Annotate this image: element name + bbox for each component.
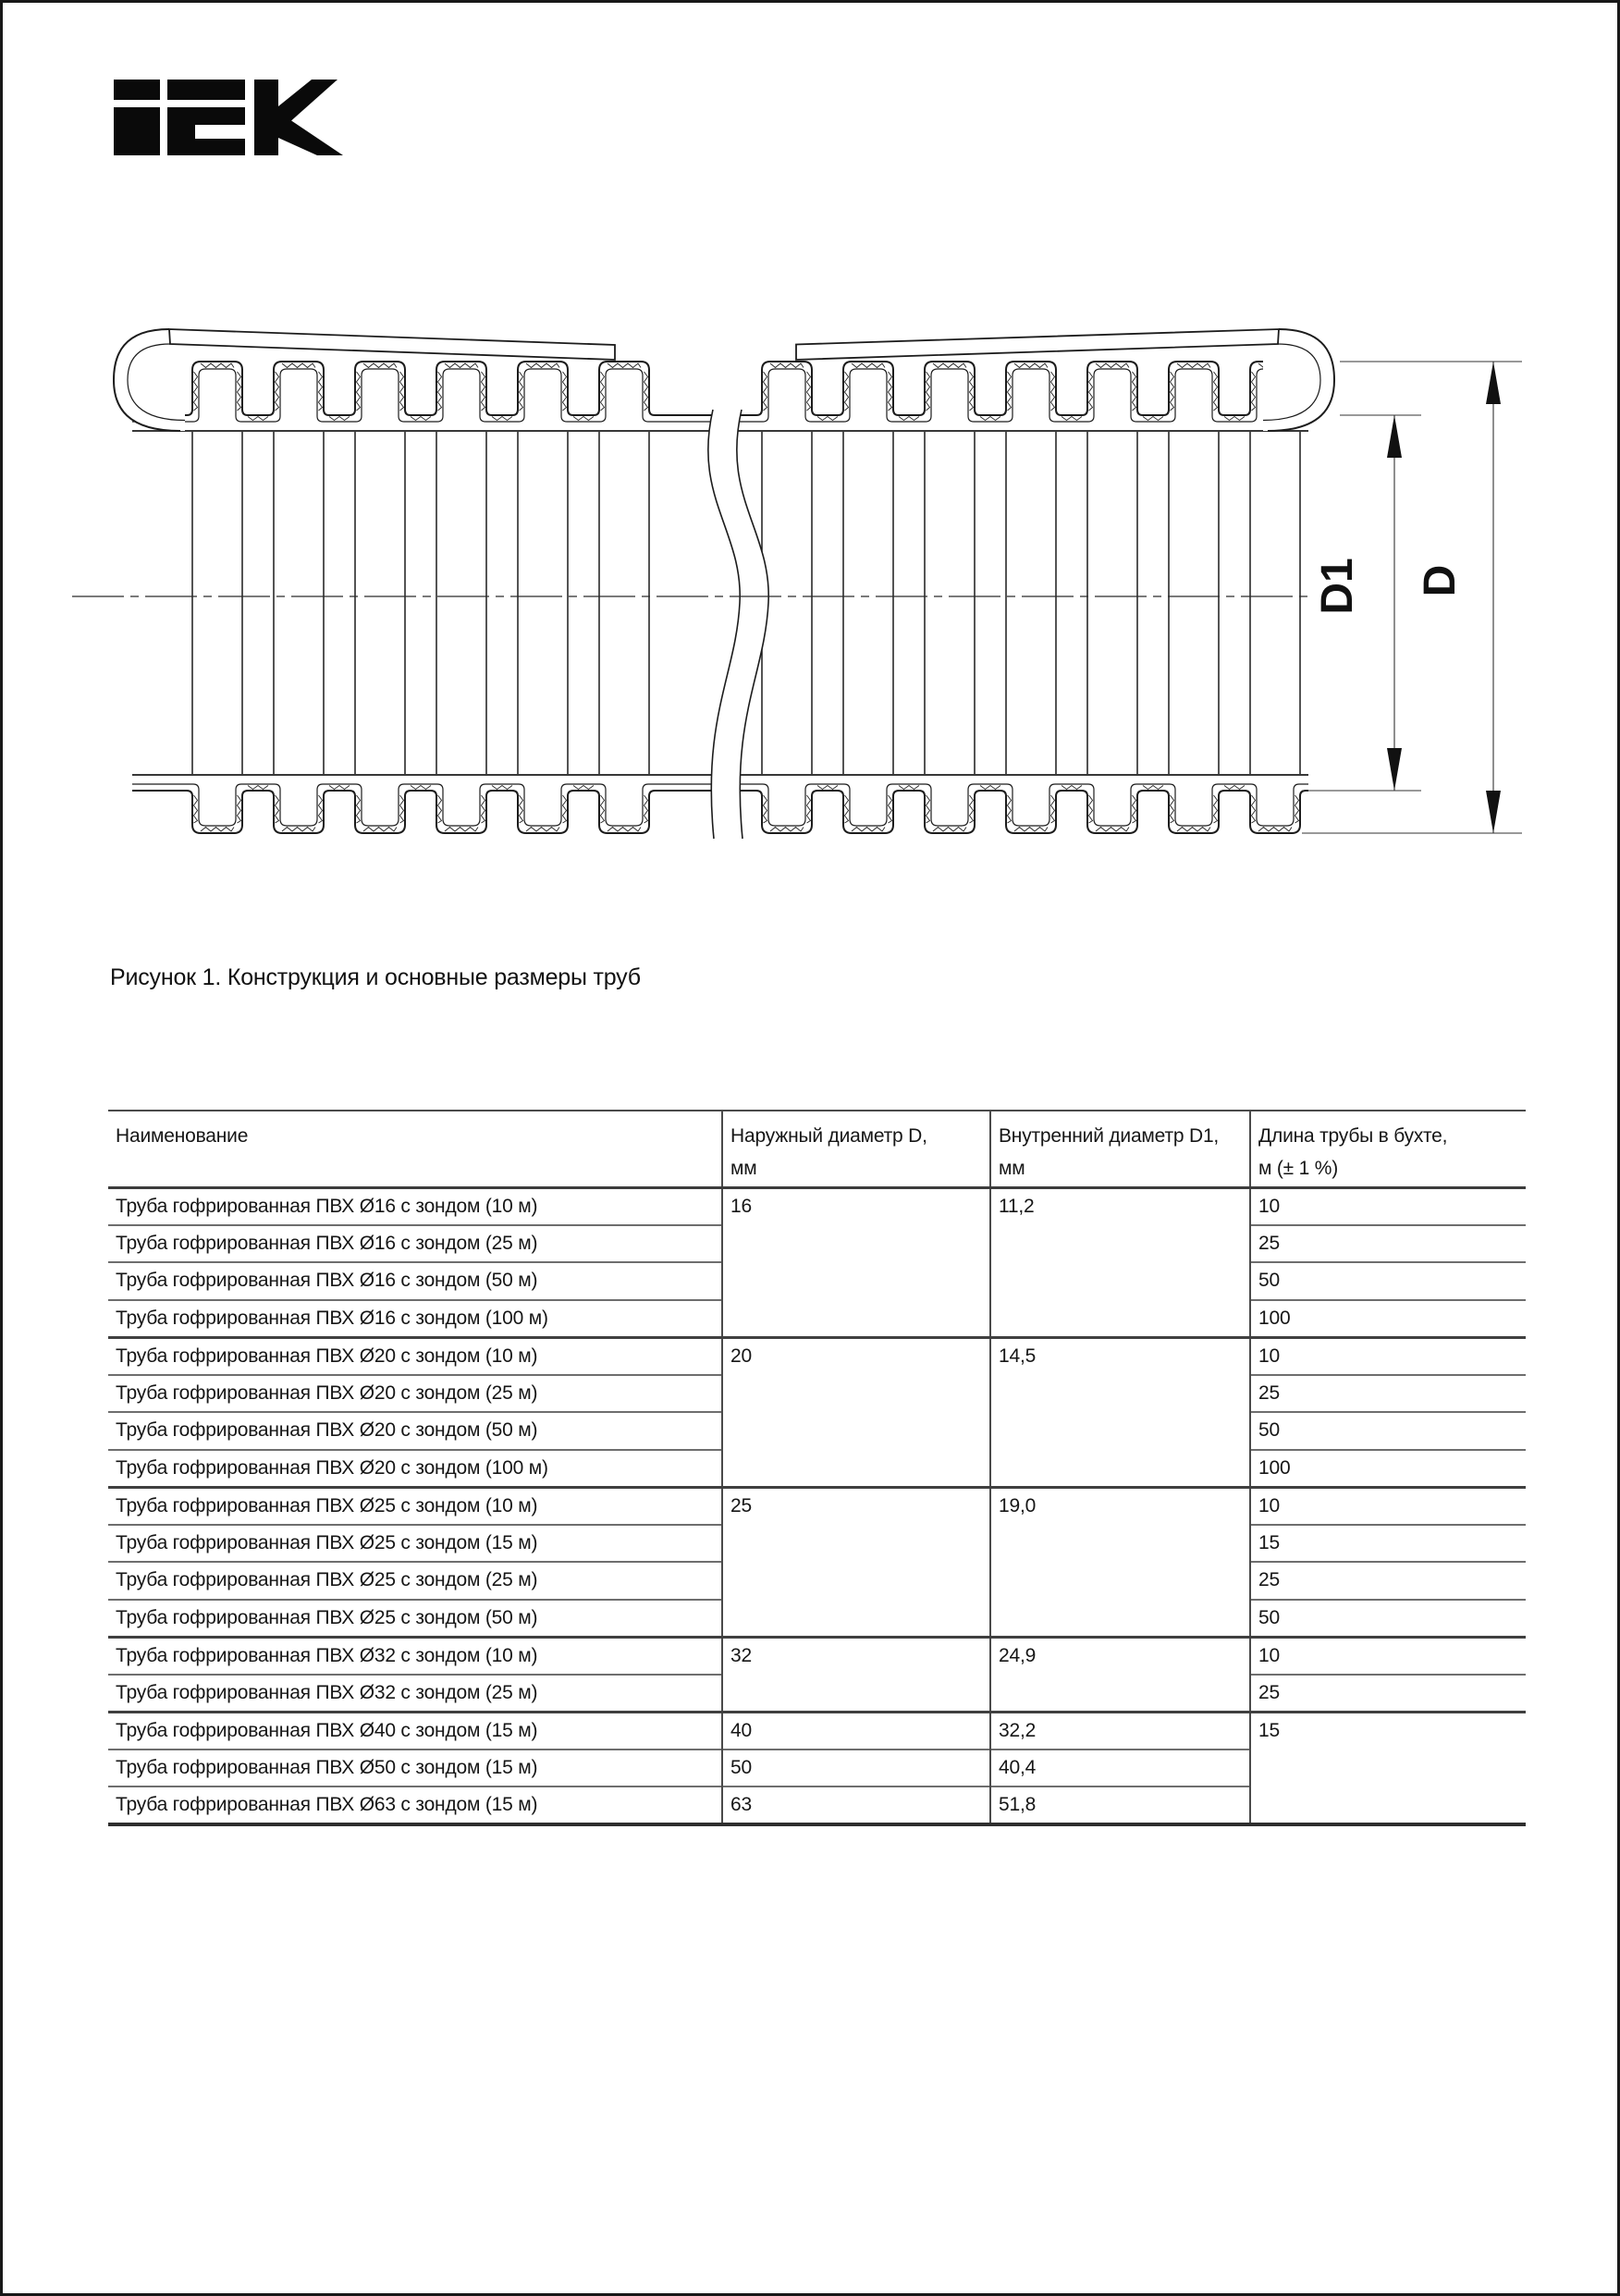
logo-i-dot: [114, 80, 160, 100]
hatch-top-trough: [411, 417, 431, 421]
hatch-top-trough: [899, 417, 919, 421]
right-wall-strip: [796, 329, 1279, 360]
header-coil-length-line2: м (± 1 %): [1258, 1158, 1339, 1179]
hatch-bottom-wall: [276, 795, 279, 823]
inner-diameter-cell: 51,8: [990, 1786, 1250, 1824]
left-wall-strip: [169, 329, 615, 360]
inner-diameter-cell: 24,9: [990, 1637, 1250, 1712]
hatch-top-wall: [400, 372, 404, 411]
hatch-top-wall: [1171, 372, 1174, 411]
product-name-cell: Труба гофрированная ПВХ Ø20 с зондом (25 м): [108, 1375, 722, 1413]
hatch-top-trough: [817, 417, 838, 421]
corrugated-pipe-section: [72, 329, 1334, 841]
hatch-bottom-wall: [1133, 795, 1136, 823]
hatch-top-wall: [276, 372, 279, 411]
hatch-bottom-wall: [601, 795, 605, 823]
hatch-bottom-crest: [1177, 828, 1210, 832]
coil-length-cell: 50: [1250, 1600, 1526, 1638]
product-name-cell: Труба гофрированная ПВХ Ø16 с зондом (50 м): [108, 1262, 722, 1300]
hatch-bottom-wall: [889, 795, 892, 823]
hatch-bottom-wall: [563, 795, 567, 823]
hatch-bottom-wall: [520, 795, 523, 823]
pipe-spec-table: [108, 1110, 1526, 1826]
hatch-bottom-trough: [248, 786, 268, 790]
header-outer-diameter-line1: Наружный диаметр D,: [730, 1125, 927, 1147]
product-name-cell: Труба гофрированная ПВХ Ø32 с зондом (25 м): [108, 1675, 722, 1713]
hatch-bottom-wall: [238, 795, 241, 823]
hatch-top-crest: [201, 363, 234, 368]
header-outer-diameter-line2: мм: [730, 1158, 757, 1179]
coil-length-cell: 15: [1250, 1525, 1526, 1563]
header-name: [108, 1111, 722, 1187]
product-name-cell: Труба гофрированная ПВХ Ø32 с зондом (10 м): [108, 1637, 722, 1675]
hatch-bottom-wall: [927, 795, 930, 823]
hatch-top-wall: [889, 372, 892, 411]
hatch-bottom-trough: [899, 786, 919, 790]
coil-length-cell: 15: [1250, 1712, 1526, 1824]
product-name-cell: Труба гофрированная ПВХ Ø16 с зондом (10 м): [108, 1187, 722, 1225]
dim-arrowhead: [1387, 748, 1402, 791]
table-header: [108, 1111, 1526, 1187]
coil-length-cell: 50: [1250, 1262, 1526, 1300]
iek-logo: [114, 80, 343, 155]
hatch-top-wall: [1008, 372, 1012, 411]
hatch-bottom-wall: [319, 795, 323, 823]
hatch-bottom-wall: [970, 795, 974, 823]
hatch-bottom-crest: [1258, 828, 1292, 832]
coil-length-cell: 10: [1250, 1637, 1526, 1675]
hatch-top-wall: [1051, 372, 1055, 411]
hatch-bottom-wall: [1214, 795, 1218, 823]
hatch-top-crest: [1014, 363, 1048, 368]
coil-length-cell: 100: [1250, 1300, 1526, 1338]
header-inner-diameter-line2: мм: [999, 1158, 1025, 1179]
hatch-bottom-wall: [764, 795, 767, 823]
table-header-row: [108, 1111, 1526, 1187]
hatch-top-trough: [573, 417, 594, 421]
hatch-bottom-trough: [329, 786, 350, 790]
outer-diameter-cell: 32: [722, 1637, 990, 1712]
hatch-top-crest: [282, 363, 315, 368]
coil-length-cell: 25: [1250, 1375, 1526, 1413]
hatch-top-trough: [1062, 417, 1082, 421]
inner-diameter-dim-label: D1: [1313, 558, 1362, 615]
outer-diameter-cell: 16: [722, 1187, 990, 1337]
product-name-cell: Труба гофрированная ПВХ Ø16 с зондом (25 м): [108, 1225, 722, 1263]
hatch-bottom-crest: [445, 828, 478, 832]
product-name-cell: Труба гофрированная ПВХ Ø25 с зондом (25 м): [108, 1562, 722, 1600]
hatch-bottom-trough: [573, 786, 594, 790]
hatch-bottom-wall: [644, 795, 648, 823]
table-row: [108, 1637, 1526, 1675]
product-name-cell: Труба гофрированная ПВХ Ø63 с зондом (15 м): [108, 1786, 722, 1824]
outer-diameter-cell: 63: [722, 1786, 990, 1824]
hatch-bottom-wall: [807, 795, 811, 823]
coil-length-cell: 50: [1250, 1412, 1526, 1450]
hatch-bottom-trough: [492, 786, 512, 790]
hatch-bottom-wall: [357, 795, 361, 823]
inner-diameter-cell: 32,2: [990, 1712, 1250, 1750]
product-name-cell: Труба гофрированная ПВХ Ø50 с зондом (15 м): [108, 1750, 722, 1787]
hatch-top-wall: [520, 372, 523, 411]
table-row: [108, 1187, 1526, 1225]
hatch-bottom-wall: [194, 795, 198, 823]
logo-k-lower-arm: [278, 112, 343, 155]
hatch-top-crest: [1096, 363, 1129, 368]
inner-diameter-cell: 11,2: [990, 1187, 1250, 1337]
hatch-bottom-wall: [438, 795, 442, 823]
coil-length-cell: 10: [1250, 1187, 1526, 1225]
hatch-top-wall: [194, 372, 198, 411]
product-name-cell: Труба гофрированная ПВХ Ø16 с зондом (100 м): [108, 1300, 722, 1338]
hatch-bottom-crest: [282, 828, 315, 832]
inner-diameter-cell: 19,0: [990, 1487, 1250, 1637]
hatch-bottom-wall: [845, 795, 849, 823]
hatch-bottom-wall: [482, 795, 485, 823]
hatch-top-trough: [492, 417, 512, 421]
hatch-bottom-crest: [608, 828, 641, 832]
table-row: [108, 1487, 1526, 1525]
hatch-bottom-wall: [1295, 795, 1299, 823]
product-name-cell: Труба гофрированная ПВХ Ø40 с зондом (15 м): [108, 1712, 722, 1750]
header-name-label: Наименование: [116, 1125, 249, 1147]
hatch-top-trough: [329, 417, 350, 421]
hatch-bottom-crest: [526, 828, 559, 832]
product-name-cell: Труба гофрированная ПВХ Ø20 с зондом (50 м): [108, 1412, 722, 1450]
hatch-top-wall: [1133, 372, 1136, 411]
hatch-bottom-trough: [980, 786, 1000, 790]
inner-diameter-cell: 14,5: [990, 1337, 1250, 1487]
outer-diameter-cell: 50: [722, 1750, 990, 1787]
figure-caption: Рисунок 1. Конструкция и основные размеры труб: [110, 964, 641, 990]
dim-arrowhead: [1387, 415, 1402, 458]
hatch-bottom-trough: [1062, 786, 1082, 790]
hatch-top-crest: [1177, 363, 1210, 368]
hatch-bottom-trough: [1224, 786, 1245, 790]
header-inner-diameter: [990, 1111, 1250, 1187]
hatch-bottom-crest: [201, 828, 234, 832]
product-name-cell: Труба гофрированная ПВХ Ø25 с зондом (10 м): [108, 1487, 722, 1525]
coil-length-cell: 25: [1250, 1562, 1526, 1600]
coil-length-cell: 25: [1250, 1675, 1526, 1713]
outer-diameter-cell: 40: [722, 1712, 990, 1750]
logo-i-stem: [114, 107, 160, 155]
hatch-top-wall: [601, 372, 605, 411]
hatch-top-wall: [482, 372, 485, 411]
hatch-bottom-crest: [770, 828, 804, 832]
top-corrugation-outer: [132, 362, 1308, 415]
hatch-top-wall: [319, 372, 323, 411]
hatch-top-wall: [438, 372, 442, 411]
hatch-top-crest: [852, 363, 885, 368]
hatch-top-wall: [927, 372, 930, 411]
outer-diameter-dim-label: D: [1416, 564, 1465, 597]
hatch-top-wall: [1089, 372, 1093, 411]
hatch-top-trough: [248, 417, 268, 421]
hatch-bottom-wall: [1051, 795, 1055, 823]
hatch-top-crest: [933, 363, 966, 368]
hatch-bottom-trough: [1143, 786, 1163, 790]
hatch-top-wall: [1252, 372, 1256, 411]
hatch-top-wall: [845, 372, 849, 411]
hatch-top-crest: [363, 363, 397, 368]
hatch-top-wall: [644, 372, 648, 411]
product-name-cell: Труба гофрированная ПВХ Ø20 с зондом (100 м): [108, 1450, 722, 1488]
outer-diameter-cell: 20: [722, 1337, 990, 1487]
inner-diameter-cell: 40,4: [990, 1750, 1250, 1787]
hatch-top-crest: [445, 363, 478, 368]
header-coil-length-line1: Длина трубы в бухте,: [1258, 1125, 1448, 1147]
hatch-top-wall: [357, 372, 361, 411]
hatch-bottom-wall: [1089, 795, 1093, 823]
coil-length-cell: 10: [1250, 1337, 1526, 1375]
table-body: [108, 1187, 1526, 1824]
logo-e-top: [167, 80, 245, 100]
hatch-bottom-trough: [817, 786, 838, 790]
hatch-bottom-crest: [933, 828, 966, 832]
hatch-top-trough: [1224, 417, 1245, 421]
hatch-top-wall: [970, 372, 974, 411]
coil-length-cell: 100: [1250, 1450, 1526, 1488]
product-name-cell: Труба гофрированная ПВХ Ø25 с зондом (50 м): [108, 1600, 722, 1638]
hatch-top-wall: [238, 372, 241, 411]
logo-k-stem: [254, 80, 278, 155]
product-name-cell: Труба гофрированная ПВХ Ø20 с зондом (10 м): [108, 1337, 722, 1375]
hatch-bottom-crest: [1014, 828, 1048, 832]
hatch-bottom-crest: [363, 828, 397, 832]
hatch-bottom-wall: [400, 795, 404, 823]
hatch-bottom-wall: [1171, 795, 1174, 823]
header-inner-diameter-line1: Внутренний диаметр D1,: [999, 1125, 1220, 1147]
hatch-top-crest: [770, 363, 804, 368]
outer-diameter-cell: 25: [722, 1487, 990, 1637]
hatch-bottom-wall: [1252, 795, 1256, 823]
hatch-top-trough: [1143, 417, 1163, 421]
dim-arrowhead: [1486, 791, 1501, 833]
hatch-top-wall: [1214, 372, 1218, 411]
logo-e-body: [167, 107, 245, 155]
dim-arrowhead: [1486, 362, 1501, 404]
coil-length-cell: 25: [1250, 1225, 1526, 1263]
hatch-top-wall: [764, 372, 767, 411]
hatch-top-crest: [526, 363, 559, 368]
hatch-top-crest: [608, 363, 641, 368]
hatch-bottom-wall: [1008, 795, 1012, 823]
coil-length-cell: 10: [1250, 1487, 1526, 1525]
table-row: [108, 1337, 1526, 1375]
header-outer-diameter: [722, 1111, 990, 1187]
hatch-top-wall: [563, 372, 567, 411]
table-row: [108, 1712, 1526, 1750]
hatch-top-trough: [980, 417, 1000, 421]
hatch-top-wall: [807, 372, 811, 411]
product-name-cell: Труба гофрированная ПВХ Ø25 с зондом (15 м): [108, 1525, 722, 1563]
hatch-bottom-trough: [411, 786, 431, 790]
hatch-bottom-crest: [1096, 828, 1129, 832]
header-coil-length: [1250, 1111, 1526, 1187]
hatch-bottom-crest: [852, 828, 885, 832]
